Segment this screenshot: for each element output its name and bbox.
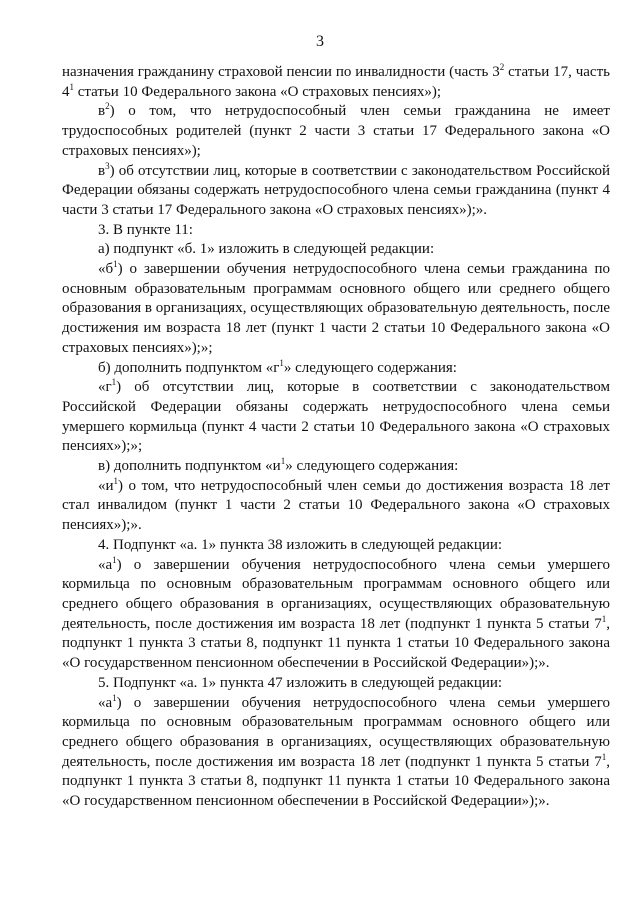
paragraph-quote-b1: «$б^1$) о завершении обучения нетрудоспособного члена семьи гражданина по основным образовательным программам основного общего или среднего общего образования в организациях, осуществляющих образовательную деятельность, после достижения им возраста 18 лет (пункт 1 части 2 статьи 10 Федерального закона «О страховых пенсиях»);»; bbox=[62, 259, 610, 356]
paragraph-section-5: 5. Подпункт «а. 1» пункта 47 изложить в следующей редакции: bbox=[98, 674, 503, 691]
paragraph-subitem-v: в) дополнить подпунктом «$и^1$» следующего содержания: bbox=[98, 456, 459, 475]
paragraph-quote-i1: «$и^1$) о том, что нетрудоспособный член семьи до достижения возраста 18 лет стал инвалидом (пункт 1 части 2 статьи 10 Федерального закона «О страховых пенсиях»);». bbox=[62, 475, 610, 534]
paragraph-subitem-v3: $в^3$) об отсутствии лиц, которые в соответствии с законодательством Российской Федерации обязаны содержать нетрудоспособного члена семьи гражданина (пункт 4 части 3 статьи 17 Федерального закона «О страховых пенсиях»);». bbox=[62, 160, 610, 218]
paragraph-subitem-v2: $в^2$) о том, что нетрудоспособный член семьи гражданина не имеет трудоспособных родителей (пункт 2 части 3 статьи 17 Федерального закона «О страховых пенсиях»); bbox=[62, 101, 610, 159]
document-body bbox=[62, 63, 610, 812]
paragraph-section-3: 3. В пункте 11: bbox=[98, 221, 193, 238]
paragraph-continuation: назначения гражданину страховой пенсии по инвалидности (часть $3^2$ статьи 17, часть $4^1$ статьи 10 Федерального закона «О страховых пенсиях»); bbox=[62, 62, 610, 100]
paragraph-subitem-a: а) подпункт «б. 1» изложить в следующей редакции: bbox=[98, 241, 435, 258]
paragraph-section-4: 4. Подпункт «а. 1» пункта 38 изложить в следующей редакции: bbox=[98, 536, 503, 553]
paragraph-quote-a1-section-5: «$а^1$) о завершении обучения нетрудоспособного члена семьи умершего кормильца по основным образовательным программам основного общего или среднего общего образования в организациях, осуществляющих образовательную деятельность, после достижения им возраста 18 лет (подпункт 1 пункта 5 статьи $7^1$, подпункт 1 пункта 3 статьи 8, подпункт 11 пункта 1 статьи 10 Федерального закона «О государственном пенсионном обеспечении в Российской Федерации»);». bbox=[62, 692, 610, 810]
page-number: 3 bbox=[316, 33, 324, 50]
paragraph-quote-a1-section-4: «$а^1$) о завершении обучения нетрудоспособного члена семьи умершего кормильца по основным образовательным программам основного общего или среднего общего образования в организациях, осуществляющих образовательную деятельность, после достижения им возраста 18 лет (подпункт 1 пункта 5 статьи $7^1$, подпункт 1 пункта 3 статьи 8, подпункт 11 пункта 1 статьи 10 Федерального закона «О государственном пенсионном обеспечении в Российской Федерации»);». bbox=[62, 554, 610, 672]
paragraph-quote-g1: «$г^1$) об отсутствии лиц, которые в соответствии с законодательством Российской Федерации обязаны содержать нетрудоспособного члена семьи умершего кормильца (пункт 4 части 2 статьи 10 Федерального закона «О страховых пенсиях»);»; bbox=[62, 377, 610, 455]
paragraph-subitem-b: б) дополнить подпунктом «$г^1$» следующего содержания: bbox=[98, 357, 457, 376]
